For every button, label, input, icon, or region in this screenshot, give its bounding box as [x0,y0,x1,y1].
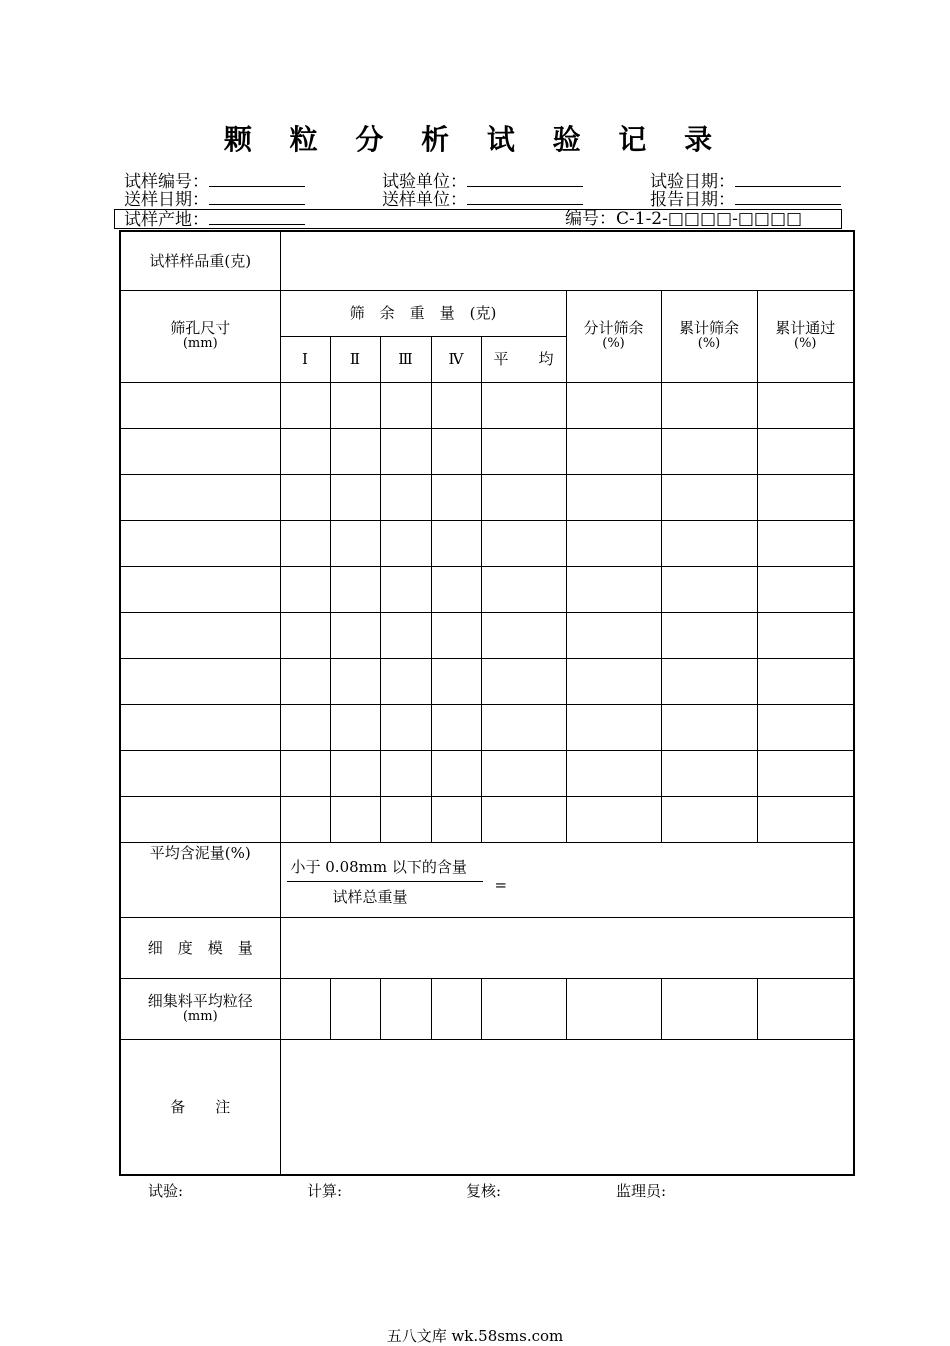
table-cell[interactable] [757,566,854,612]
table-cell[interactable] [661,704,757,750]
table-cell[interactable] [431,704,481,750]
table-cell[interactable] [757,612,854,658]
avg-size-cell[interactable] [566,978,661,1039]
equals-sign: = [494,875,508,894]
table-cell[interactable] [380,658,431,704]
col-header-2: Ⅱ [330,336,380,382]
table-cell[interactable] [566,704,661,750]
table-cell[interactable] [566,750,661,796]
avg-size-cell[interactable] [481,978,566,1039]
send-date-blank[interactable] [209,190,305,205]
table-cell[interactable] [481,566,566,612]
table-cell[interactable] [330,566,380,612]
table-cell[interactable] [120,750,280,796]
table-cell[interactable] [380,428,431,474]
table-cell[interactable] [280,612,330,658]
page-title: 颗 粒 分 析 试 验 记 录 [223,123,727,156]
table-cell[interactable] [380,612,431,658]
table-cell[interactable] [661,428,757,474]
table-row [120,704,854,750]
table-cell[interactable] [330,520,380,566]
table-cell[interactable] [481,382,566,428]
partial-residue-unit: (%) [602,336,625,351]
table-cell[interactable] [431,428,481,474]
remarks-label: 备 注 [120,1039,280,1175]
table-cell[interactable] [481,704,566,750]
test-date-blank[interactable] [735,172,841,187]
table-cell[interactable] [431,750,481,796]
table-cell[interactable] [566,474,661,520]
table-cell[interactable] [330,474,380,520]
table-cell[interactable] [431,566,481,612]
report-date-label: 报告日期： [650,190,735,210]
table-cell[interactable] [757,520,854,566]
send-unit-label: 送样单位： [382,190,467,210]
table-cell[interactable] [481,658,566,704]
table-row [120,474,854,520]
table-cell[interactable] [757,658,854,704]
table-cell[interactable] [280,520,330,566]
watermark: 五八文库 wk.58sms.com [386,1327,564,1345]
table-cell[interactable] [566,428,661,474]
report-date-field [650,190,841,209]
table-cell[interactable] [757,428,854,474]
col-header-4: Ⅳ [431,336,481,382]
table-cell[interactable] [120,520,280,566]
table-row [120,566,854,612]
table-cell[interactable] [757,382,854,428]
table-cell[interactable] [120,566,280,612]
table-cell[interactable] [380,474,431,520]
table-cell[interactable] [330,612,380,658]
avg-size-cell[interactable] [661,978,757,1039]
table-cell[interactable] [661,382,757,428]
table-cell[interactable] [661,750,757,796]
table-cell[interactable] [280,428,330,474]
tester-label: 试验: [148,1182,184,1200]
fineness-label: 细 度 模 量 [120,917,280,978]
table-cell[interactable] [661,566,757,612]
avg-size-cell[interactable] [431,978,481,1039]
table-cell[interactable] [431,658,481,704]
send-date-label: 送样日期： [124,190,209,210]
origin-label: 试样产地： [124,210,209,230]
sample-no-label: 试样编号： [124,172,209,192]
sample-weight-value[interactable] [280,231,854,290]
avg-size-label: 细集料平均粒径 [147,991,253,1010]
avg-size-cell[interactable] [280,978,330,1039]
table-cell[interactable] [280,474,330,520]
table-row [120,382,854,428]
report-date-blank[interactable] [735,190,841,205]
cumulative-passing-label: 累计通过 [775,319,836,337]
table-cell[interactable] [431,612,481,658]
table-cell[interactable] [330,704,380,750]
table-cell[interactable] [280,658,330,704]
avg-size-header [120,978,280,1039]
mud-content-formula-cell[interactable] [280,842,854,917]
table-cell[interactable] [330,796,380,842]
table-cell[interactable] [280,750,330,796]
table-cell[interactable] [757,704,854,750]
remarks-row [120,1039,854,1175]
table-cell[interactable] [330,428,380,474]
table-cell[interactable] [481,796,566,842]
mud-formula [281,843,854,917]
fineness-value[interactable] [280,917,854,978]
table-cell[interactable] [661,520,757,566]
table-cell[interactable] [380,750,431,796]
table-cell[interactable] [566,566,661,612]
remarks-value[interactable] [280,1039,854,1175]
partial-residue-label: 分计筛余 [583,319,644,337]
calc-label: 计算: [307,1182,343,1200]
table-cell[interactable] [481,474,566,520]
sieve-size-unit: (mm) [182,336,218,351]
table-cell[interactable] [280,796,330,842]
avg-size-cell[interactable] [380,978,431,1039]
table-cell[interactable] [481,750,566,796]
table-cell[interactable] [380,382,431,428]
table-cell[interactable] [566,382,661,428]
col-header-3: Ⅲ [380,336,431,382]
cumulative-residue-header [661,290,757,382]
table-row [120,796,854,842]
origin-blank[interactable] [209,210,305,225]
table-cell[interactable] [661,612,757,658]
table-row [120,750,854,796]
partial-residue-header [566,290,661,382]
sample-weight-label: 试样样品重(克) [120,231,280,290]
sieve-size-header [120,290,280,382]
mud-numerator: 小于 0.08mm 以下的含量 [290,857,467,876]
fineness-row [120,917,854,978]
avg-size-row [120,978,854,1039]
table-cell[interactable] [120,796,280,842]
table-cell[interactable] [280,382,330,428]
table-cell[interactable] [120,658,280,704]
sample-no-field [124,172,305,191]
table-cell[interactable] [380,520,431,566]
table-cell[interactable] [757,750,854,796]
cumulative-residue-label: 累计筛余 [678,319,739,337]
table-cell[interactable] [380,566,431,612]
table-cell[interactable] [481,520,566,566]
cumulative-passing-unit: (%) [794,336,817,351]
data-rows [120,382,854,842]
col-header-1: Ⅰ [280,336,330,382]
table-cell[interactable] [661,474,757,520]
table-cell[interactable] [120,474,280,520]
review-label: 复核: [466,1182,502,1200]
table-cell[interactable] [431,382,481,428]
send-unit-blank[interactable] [467,190,583,205]
test-date-field [650,172,841,191]
table-cell[interactable] [566,796,661,842]
table-cell[interactable] [757,474,854,520]
sample-no-blank[interactable] [209,172,305,187]
cumulative-residue-unit: (%) [697,336,721,351]
table-cell[interactable] [330,658,380,704]
table-cell[interactable] [280,566,330,612]
table-cell[interactable] [431,796,481,842]
table-cell[interactable] [120,382,280,428]
table-cell[interactable] [481,612,566,658]
table-cell[interactable] [757,796,854,842]
table-cell[interactable] [431,474,481,520]
col-header-average: 平 均 [481,336,566,382]
header-row-1 [120,290,854,336]
table-cell[interactable] [481,428,566,474]
table-row [120,428,854,474]
cumulative-passing-header [757,290,854,382]
table-cell[interactable] [380,796,431,842]
table-cell[interactable] [330,382,380,428]
table-cell[interactable] [380,704,431,750]
table-cell[interactable] [566,520,661,566]
mud-content-label: 平均含泥量(%) [120,842,280,917]
mud-denominator: 试样总重量 [332,887,408,906]
avg-size-cell[interactable] [330,978,380,1039]
avg-size-unit: (mm) [182,1008,218,1024]
avg-size-cell[interactable] [757,978,854,1039]
table-cell[interactable] [661,796,757,842]
table-cell[interactable] [566,658,661,704]
table-row [120,612,854,658]
test-unit-field [382,172,583,191]
origin-field [124,210,305,229]
table-cell[interactable] [566,612,661,658]
test-unit-label: 试验单位： [382,172,467,192]
table-cell[interactable] [120,612,280,658]
mud-content-row [120,842,854,917]
fraction-line [287,881,483,882]
supervisor-label: 监理员: [616,1182,667,1200]
residue-weight-header: 筛 余 重 量 (克) [280,290,566,336]
send-unit-field [382,190,583,209]
test-date-label: 试验日期： [650,172,735,192]
sample-weight-row [120,231,854,290]
table-cell[interactable] [280,704,330,750]
table-row [120,658,854,704]
table-cell[interactable] [120,704,280,750]
sieve-analysis-table [119,230,855,1176]
table-cell[interactable] [431,520,481,566]
sieve-size-label: 筛孔尺寸 [170,319,231,337]
form-code: 编号：C-1-2-□□□□-□□□□ [565,209,803,229]
table-cell[interactable] [330,750,380,796]
table-cell[interactable] [120,428,280,474]
table-row [120,520,854,566]
table-cell[interactable] [661,658,757,704]
test-unit-blank[interactable] [467,172,583,187]
send-date-field [124,190,305,209]
